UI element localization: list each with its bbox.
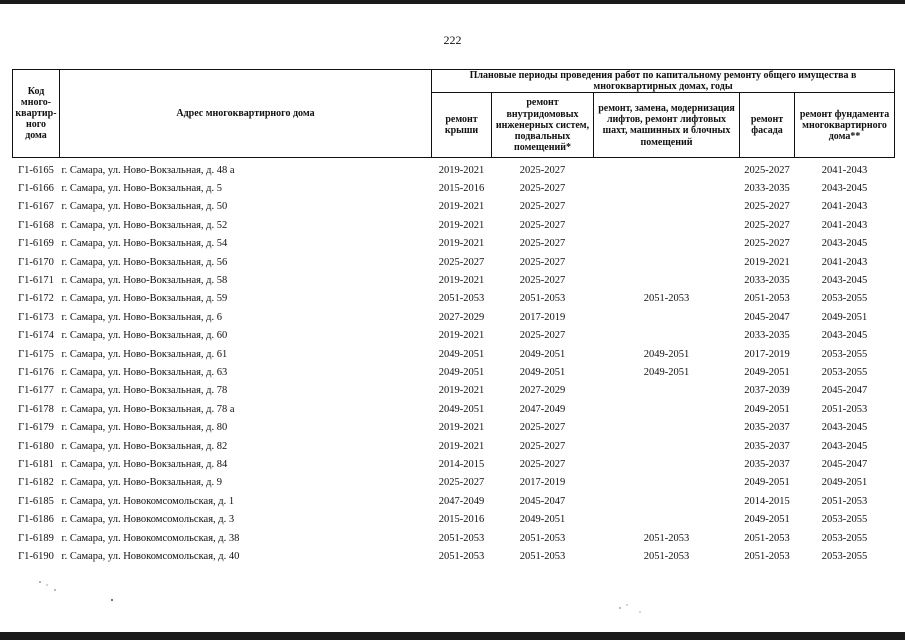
row-address: г. Самара, ул. Ново-Вокзальная, д. 84 — [61, 458, 228, 470]
row-facade: 2033-2035 — [744, 183, 790, 195]
header-lifts: ремонт, замена, модернизация лифтов, ремонт лифтовых шахт, машинных и блочных помещений — [594, 93, 740, 158]
row-foundation: 2053-2055 — [821, 348, 868, 360]
row-address: г. Самара, ул. Новокомсомольская, д. 38 — [61, 532, 240, 544]
row-roof: 2051-2053 — [438, 550, 485, 562]
row-lifts — [594, 232, 740, 250]
row-code: Г1-6182 — [18, 477, 54, 489]
row-foundation: 2041-2043 — [821, 164, 868, 176]
row-address: г. Самара, ул. Ново-Вокзальная, д. 50 — [61, 201, 228, 213]
row-engineering: 2051-2053 — [519, 550, 566, 562]
row-lifts — [594, 416, 740, 434]
row-roof: 2025-2027 — [438, 477, 485, 489]
row-lifts — [594, 177, 740, 195]
row-facade: 2051-2053 — [744, 550, 790, 562]
row-engineering: 2049-2051 — [519, 514, 566, 526]
table-row — [13, 195, 895, 213]
row-foundation: 2043-2045 — [821, 183, 868, 195]
row-roof: 2049-2051 — [438, 367, 485, 378]
table-row — [13, 287, 895, 305]
row-code: Г1-6175 — [18, 348, 54, 360]
row-address: г. Самара, ул. Ново-Вокзальная, д. 58 — [61, 275, 228, 287]
row-code: Г1-6166 — [18, 183, 54, 195]
page-number: 222 — [443, 33, 462, 47]
row-lifts: 2051-2053 — [643, 550, 690, 562]
table-row — [13, 434, 895, 452]
row-facade: 2033-2035 — [744, 330, 790, 342]
row-address: г. Самара, ул. Ново-Вокзальная, д. 63 — [61, 367, 228, 378]
row-lifts — [594, 453, 740, 471]
row-engineering: 2045-2047 — [519, 495, 566, 507]
row-engineering: 2025-2027 — [519, 422, 566, 434]
row-address: г. Самара, ул. Ново-Вокзальная, д. 56 — [61, 256, 228, 268]
row-code: Г1-6171 — [18, 275, 54, 287]
row-facade: 2025-2027 — [744, 164, 790, 176]
row-address: г. Самара, ул. Ново-Вокзальная, д. 61 — [61, 348, 228, 360]
row-address: г. Самара, ул. Ново-Вокзальная, д. 60 — [61, 330, 228, 342]
row-engineering: 2025-2027 — [519, 440, 566, 452]
row-lifts: 2051-2053 — [643, 293, 690, 305]
row-code: Г1-6179 — [18, 422, 54, 434]
row-code: Г1-6190 — [18, 550, 54, 562]
row-roof: 2019-2021 — [438, 238, 485, 250]
row-facade: 2051-2053 — [744, 293, 790, 305]
row-engineering: 2025-2027 — [519, 256, 566, 268]
table-row — [13, 397, 895, 415]
row-foundation: 2043-2045 — [821, 275, 868, 287]
row-code: Г1-6180 — [18, 440, 54, 452]
row-address: г. Самара, ул. Ново-Вокзальная, д. 48 а — [61, 164, 235, 176]
row-facade: 2049-2051 — [744, 514, 790, 526]
row-code: Г1-6186 — [18, 514, 54, 526]
row-facade: 2025-2027 — [744, 219, 790, 231]
row-address: г. Самара, ул. Ново-Вокзальная, д. 54 — [61, 238, 228, 250]
row-facade: 2045-2047 — [744, 311, 790, 323]
row-address: г. Самара, ул. Ново-Вокзальная, д. 9 — [61, 477, 223, 489]
header-facade: ремонт фасада — [740, 93, 795, 158]
row-code: Г1-6167 — [18, 201, 54, 213]
row-lifts — [594, 379, 740, 397]
row-foundation: 2041-2043 — [821, 256, 868, 268]
row-lifts — [594, 214, 740, 232]
row-code: Г1-6185 — [18, 495, 54, 507]
row-engineering: 2025-2027 — [519, 275, 566, 287]
row-roof: 2047-2049 — [438, 495, 485, 507]
row-address: г. Самара, ул. Ново-Вокзальная, д. 52 — [61, 219, 228, 231]
row-lifts — [594, 250, 740, 268]
row-engineering: 2025-2027 — [519, 219, 566, 231]
table-row — [13, 269, 895, 287]
row-code: Г1-6181 — [18, 458, 54, 470]
row-lifts: 2049-2051 — [643, 367, 690, 378]
row-address: г. Самара, ул. Ново-Вокзальная, д. 82 — [61, 440, 228, 452]
row-facade: 2049-2051 — [744, 403, 790, 415]
table-row — [13, 379, 895, 397]
row-facade: 2051-2053 — [744, 532, 790, 544]
row-address: г. Самара, ул. Новокомсомольская, д. 1 — [61, 495, 235, 507]
table-row — [13, 508, 895, 526]
row-roof: 2019-2021 — [438, 440, 485, 452]
row-engineering: 2027-2029 — [519, 385, 566, 397]
row-lifts — [594, 508, 740, 526]
row-code: Г1-6174 — [18, 330, 54, 342]
table-row — [13, 158, 895, 177]
row-foundation: 2043-2045 — [821, 422, 868, 434]
row-address: г. Самара, ул. Ново-Вокзальная, д. 5 — [61, 183, 223, 195]
row-roof: 2049-2051 — [438, 348, 485, 360]
scan-bottom-edge — [0, 632, 905, 640]
row-roof: 2019-2021 — [438, 164, 485, 176]
row-roof: 2051-2053 — [438, 532, 485, 544]
row-facade: 2019-2021 — [744, 256, 790, 268]
row-address: г. Самара, ул. Новокомсомольская, д. 3 — [61, 514, 235, 526]
row-lifts — [594, 324, 740, 342]
row-foundation: 2053-2055 — [821, 293, 868, 305]
row-facade: 2014-2015 — [744, 495, 790, 507]
row-code: Г1-6178 — [18, 403, 54, 415]
row-engineering: 2025-2027 — [519, 238, 566, 250]
row-engineering: 2025-2027 — [519, 164, 566, 176]
header-roof: ремонт крыши — [432, 93, 492, 158]
table-row — [13, 177, 895, 195]
row-lifts — [594, 269, 740, 287]
row-roof: 2019-2021 — [438, 385, 485, 397]
row-address: г. Самара, ул. Ново-Вокзальная, д. 6 — [61, 311, 223, 323]
row-lifts — [594, 489, 740, 507]
header-code: Код много-квартир-ного дома — [13, 70, 60, 158]
row-facade: 2033-2035 — [744, 275, 790, 287]
row-facade: 2037-2039 — [744, 385, 790, 397]
row-code: Г1-6170 — [18, 256, 54, 268]
row-foundation: 2045-2047 — [821, 458, 868, 470]
table-row — [13, 232, 895, 250]
row-lifts — [594, 434, 740, 452]
row-engineering: 2051-2053 — [519, 532, 566, 544]
table-body — [13, 158, 895, 563]
row-lifts — [594, 306, 740, 324]
header-foundation: ремонт фундамента многоквартирного дома** — [795, 93, 895, 158]
row-address: г. Самара, ул. Ново-Вокзальная, д. 59 — [61, 293, 228, 305]
row-roof: 2019-2021 — [438, 201, 485, 213]
row-lifts — [594, 397, 740, 415]
row-roof: 2019-2021 — [438, 330, 485, 342]
row-foundation: 2041-2043 — [821, 201, 868, 213]
scan-noise — [0, 560, 905, 630]
row-foundation: 2051-2053 — [821, 495, 868, 507]
row-roof: 2049-2051 — [438, 403, 485, 415]
row-address: г. Самара, ул. Новокомсомольская, д. 40 — [61, 550, 240, 562]
row-facade: 2025-2027 — [744, 238, 790, 250]
row-address: г. Самара, ул. Ново-Вокзальная, д. 78 — [61, 385, 228, 397]
row-engineering: 2025-2027 — [519, 201, 566, 213]
header-address: Адрес многоквартирного дома — [60, 70, 432, 158]
table-row — [13, 416, 895, 434]
row-foundation: 2053-2055 — [821, 367, 868, 378]
row-code: Г1-6168 — [18, 219, 54, 231]
row-lifts — [594, 195, 740, 213]
row-foundation: 2045-2047 — [821, 385, 868, 397]
row-foundation: 2049-2051 — [821, 477, 868, 489]
table-row — [13, 324, 895, 342]
row-facade: 2035-2037 — [744, 458, 790, 470]
row-engineering: 2025-2027 — [519, 458, 566, 470]
scan-top-edge — [0, 0, 905, 4]
row-code: Г1-6176 — [18, 367, 54, 378]
row-address: г. Самара, ул. Ново-Вокзальная, д. 80 — [61, 422, 228, 434]
row-engineering: 2025-2027 — [519, 183, 566, 195]
row-facade: 2017-2019 — [744, 348, 790, 360]
row-foundation: 2043-2045 — [821, 238, 868, 250]
table-row — [13, 453, 895, 471]
row-foundation: 2053-2055 — [821, 550, 868, 562]
row-roof: 2019-2021 — [438, 219, 485, 231]
row-facade: 2049-2051 — [744, 367, 790, 378]
table-row — [13, 250, 895, 268]
row-code: Г1-6165 — [18, 164, 54, 176]
row-code: Г1-6177 — [18, 385, 54, 397]
row-engineering: 2051-2053 — [519, 293, 566, 305]
row-foundation: 2041-2043 — [821, 219, 868, 231]
row-engineering: 2017-2019 — [519, 311, 566, 323]
table-row — [13, 471, 895, 489]
row-code: Г1-6169 — [18, 238, 54, 250]
row-roof: 2025-2027 — [438, 256, 485, 268]
row-foundation: 2043-2045 — [821, 440, 868, 452]
row-roof: 2019-2021 — [438, 422, 485, 434]
row-code: Г1-6189 — [18, 532, 54, 544]
row-engineering: 2049-2051 — [519, 367, 566, 378]
row-roof: 2014-2015 — [438, 458, 485, 470]
row-roof: 2051-2053 — [438, 293, 485, 305]
row-roof: 2015-2016 — [438, 183, 485, 195]
row-lifts: 2049-2051 — [643, 348, 690, 360]
row-engineering: 2025-2027 — [519, 330, 566, 342]
row-foundation: 2049-2051 — [821, 311, 868, 323]
header-work-periods: Плановые периоды проведения работ по капитальному ремонту общего имущества в многоквартирных домах, годы — [432, 70, 895, 93]
row-foundation: 2043-2045 — [821, 330, 868, 342]
table-row — [13, 526, 895, 544]
row-foundation: 2053-2055 — [821, 532, 868, 544]
row-code: Г1-6173 — [18, 311, 54, 323]
row-foundation: 2051-2053 — [821, 403, 868, 415]
header-engineering: ремонт внутридомовых инженерных систем, подвальных помещений* — [492, 93, 594, 158]
row-address: г. Самара, ул. Ново-Вокзальная, д. 78 а — [61, 403, 235, 415]
row-lifts — [594, 158, 740, 177]
row-engineering: 2017-2019 — [519, 477, 566, 489]
row-engineering: 2049-2051 — [519, 348, 566, 360]
row-facade: 2049-2051 — [744, 477, 790, 489]
row-lifts: 2051-2053 — [643, 532, 690, 544]
row-facade: 2035-2037 — [744, 440, 790, 452]
row-roof: 2019-2021 — [438, 275, 485, 287]
row-facade: 2025-2027 — [744, 201, 790, 213]
row-roof: 2015-2016 — [438, 514, 485, 526]
row-facade: 2035-2037 — [744, 422, 790, 434]
table-row — [13, 342, 895, 360]
table-row — [13, 361, 895, 379]
table-row — [13, 214, 895, 232]
table-row — [13, 306, 895, 324]
row-roof: 2027-2029 — [438, 311, 485, 323]
row-foundation: 2053-2055 — [821, 514, 868, 526]
capital-repair-schedule-table — [12, 69, 895, 563]
row-code: Г1-6172 — [18, 293, 54, 305]
table-row — [13, 489, 895, 507]
row-engineering: 2047-2049 — [519, 403, 566, 415]
row-lifts — [594, 471, 740, 489]
